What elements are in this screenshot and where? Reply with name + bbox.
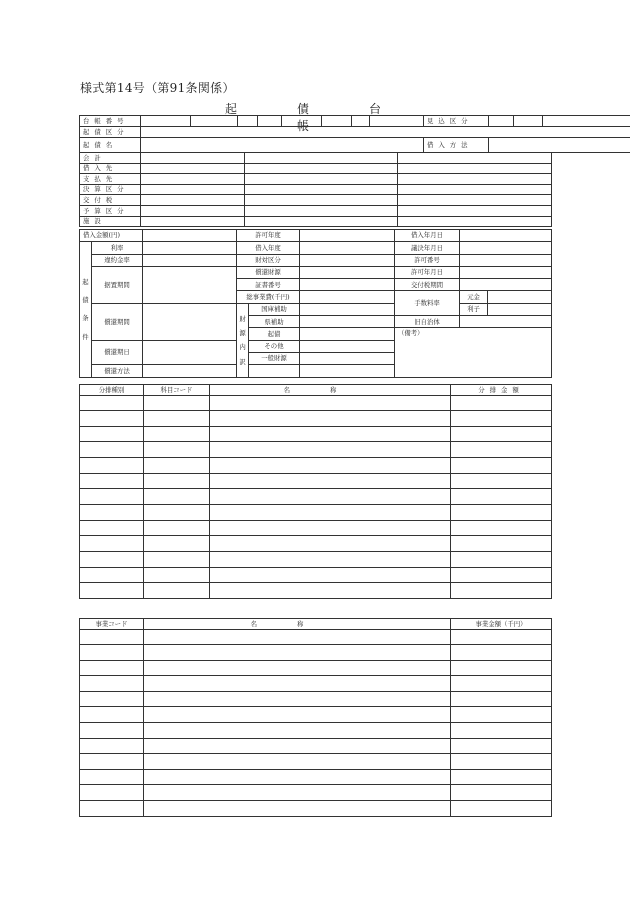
header-row-cell[interactable]: [245, 153, 398, 164]
header-row-label: 支払先: [80, 174, 141, 185]
table-row: [80, 676, 552, 692]
header-row-cell[interactable]: [141, 174, 245, 185]
subject-code-cell[interactable]: [144, 411, 210, 427]
allocation-amount-cell[interactable]: [451, 551, 552, 567]
project-amount-cell[interactable]: [451, 723, 552, 739]
project-name-cell[interactable]: [144, 738, 451, 754]
allocation-name-cell[interactable]: [210, 551, 451, 567]
header-row-label: 決算区分: [80, 184, 141, 195]
header-row-cell[interactable]: [245, 184, 398, 195]
table-row: [80, 738, 552, 754]
forecast-category-cell[interactable]: [543, 116, 630, 127]
bond-conditions-table: [79, 229, 552, 378]
subject-code-cell[interactable]: [144, 442, 210, 458]
table-row: [80, 395, 552, 411]
table-row: [80, 754, 552, 770]
ledger-number-cell[interactable]: [352, 116, 370, 127]
repayment-source-label: 償還財源: [237, 266, 300, 278]
project-table: [79, 618, 552, 817]
subject-code-cell[interactable]: [144, 520, 210, 536]
project-amount-cell[interactable]: [451, 660, 552, 676]
interest-rate-label: 利率: [92, 242, 143, 254]
forecast-category-label: 見込区分: [424, 116, 489, 127]
project-code-cell[interactable]: [80, 691, 144, 707]
allocation-type-cell[interactable]: [80, 567, 144, 583]
allocation-name-cell[interactable]: [210, 473, 451, 489]
table-row: [80, 801, 552, 817]
table-row: [80, 723, 552, 739]
remarks-label: （備考）: [398, 329, 424, 338]
municipal-bond-label: 起債: [249, 328, 300, 340]
header-row-cell[interactable]: [141, 205, 245, 216]
prefectural-subsidy-field[interactable]: [300, 316, 395, 328]
former-municipality-label: 旧自治体: [395, 316, 460, 328]
borrowing-fiscal-year-field[interactable]: [300, 242, 395, 254]
bond-category-field[interactable]: [141, 127, 630, 138]
subject-code-cell[interactable]: [144, 458, 210, 474]
header-row-cell[interactable]: [398, 174, 552, 185]
permit-number-field[interactable]: [460, 254, 552, 266]
total-project-cost-field[interactable]: [300, 291, 395, 303]
page-title: 起 債 台 帳: [224, 102, 442, 133]
table-row: [80, 473, 552, 489]
repayment-date-field[interactable]: [143, 340, 237, 365]
national-subsidy-label: 国庫補助: [249, 303, 300, 315]
allocation-type-cell[interactable]: [80, 536, 144, 552]
deferment-period-field[interactable]: [143, 266, 237, 303]
subject-code-cell[interactable]: [144, 551, 210, 567]
interest-rate-field[interactable]: [143, 242, 237, 254]
header-row-cell[interactable]: [398, 184, 552, 195]
allocation-amount-header: 分排金額: [451, 385, 552, 396]
ledger-number-label: 台帳番号: [80, 116, 141, 127]
header-info-table: [79, 152, 552, 227]
project-amount-cell[interactable]: [451, 645, 552, 661]
project-amount-cell[interactable]: [451, 754, 552, 770]
table-row: [80, 583, 552, 599]
allocation-amount-cell[interactable]: [451, 520, 552, 536]
project-name-header: 名称: [144, 619, 451, 630]
project-name-cell[interactable]: [144, 769, 451, 785]
total-project-cost-label: 総事業費(千円): [237, 291, 300, 303]
header-row-label: 施設: [80, 216, 141, 227]
resolution-date-field[interactable]: [460, 242, 552, 254]
allocation-amount-cell[interactable]: [451, 536, 552, 552]
table-row: [80, 785, 552, 801]
general-revenue-label: 一般財源: [249, 352, 300, 364]
borrowing-method-field[interactable]: [489, 138, 630, 153]
project-amount-cell[interactable]: [451, 769, 552, 785]
fiscal-category-label: 財対区分: [237, 254, 300, 266]
allocation-type-cell[interactable]: [80, 426, 144, 442]
borrowing-amount-field[interactable]: [143, 230, 237, 242]
table-row: [80, 489, 552, 505]
header-row-cell[interactable]: [245, 195, 398, 206]
principal-fee-field[interactable]: [488, 291, 552, 303]
allocation-tax-period-field[interactable]: [460, 279, 552, 291]
fee-rate-label: 手数料率: [395, 291, 460, 316]
header-row-label: 借入先: [80, 163, 141, 174]
project-name-cell[interactable]: [144, 785, 451, 801]
allocation-amount-cell[interactable]: [451, 567, 552, 583]
repayment-date-label: 償還期日: [92, 340, 143, 365]
project-name-cell[interactable]: [144, 691, 451, 707]
subject-code-header: 科目コード: [144, 385, 210, 396]
allocation-name-cell[interactable]: [210, 458, 451, 474]
penalty-rate-field[interactable]: [143, 254, 237, 266]
project-name-cell[interactable]: [144, 754, 451, 770]
allocation-name-cell[interactable]: [210, 567, 451, 583]
header-row-cell[interactable]: [245, 174, 398, 185]
project-name-cell[interactable]: [144, 660, 451, 676]
table-row: [80, 645, 552, 661]
permit-date-field[interactable]: [460, 266, 552, 278]
funding-breakdown-side-label: 財 源 内 訳: [237, 303, 249, 377]
allocation-type-cell[interactable]: [80, 458, 144, 474]
project-amount-cell[interactable]: [451, 676, 552, 692]
project-amount-cell[interactable]: [451, 629, 552, 645]
forecast-category-cell[interactable]: [514, 116, 543, 127]
prefectural-subsidy-label: 県補助: [249, 316, 300, 328]
allocation-amount-cell[interactable]: [451, 395, 552, 411]
permit-date-label: 許可年月日: [395, 266, 460, 278]
allocation-name-cell[interactable]: [210, 489, 451, 505]
fiscal-category-field[interactable]: [300, 254, 395, 266]
header-row-cell[interactable]: [245, 205, 398, 216]
ledger-number-cell[interactable]: [238, 116, 258, 127]
header-row-cell[interactable]: [398, 195, 552, 206]
project-code-cell[interactable]: [80, 660, 144, 676]
allocation-type-cell[interactable]: [80, 411, 144, 427]
header-row-cell[interactable]: [141, 184, 245, 195]
national-subsidy-field[interactable]: [300, 303, 395, 315]
funding-blank-cell: [249, 365, 300, 377]
funding-blank-cell: [300, 365, 395, 377]
ledger-number-cell[interactable]: [322, 116, 352, 127]
subject-code-cell[interactable]: [144, 395, 210, 411]
repayment-method-label: 償還方法: [92, 365, 143, 377]
resolution-date-label: 議決年月日: [395, 242, 460, 254]
project-code-cell[interactable]: [80, 629, 144, 645]
project-amount-cell[interactable]: [451, 691, 552, 707]
ledger-number-cell[interactable]: [191, 116, 238, 127]
project-name-cell[interactable]: [144, 645, 451, 661]
allocation-type-cell[interactable]: [80, 551, 144, 567]
allocation-amount-cell[interactable]: [451, 426, 552, 442]
project-amount-header: 事業金額（千円）: [451, 619, 552, 630]
table-row: [80, 536, 552, 552]
borrowing-date-field[interactable]: [460, 230, 552, 242]
allocation-amount-cell[interactable]: [451, 411, 552, 427]
header-row-cell[interactable]: [398, 205, 552, 216]
repayment-period-label: 償還期間: [92, 303, 143, 340]
other-field[interactable]: [300, 340, 395, 352]
bond-certificate-number-label: 証書番号: [237, 279, 300, 291]
allocation-name-cell[interactable]: [210, 411, 451, 427]
allocation-type-cell[interactable]: [80, 442, 144, 458]
table-row: [80, 442, 552, 458]
allocation-amount-cell[interactable]: [451, 458, 552, 474]
header-row-cell[interactable]: [141, 216, 245, 227]
project-name-cell[interactable]: [144, 676, 451, 692]
allocation-table: [79, 384, 552, 599]
header-row-cell[interactable]: [141, 163, 245, 174]
repayment-period-field[interactable]: [143, 303, 237, 340]
table-row: [80, 551, 552, 567]
forecast-category-cell[interactable]: [489, 116, 514, 127]
table-row: [80, 458, 552, 474]
project-amount-cell[interactable]: [451, 707, 552, 723]
subject-code-cell[interactable]: [144, 504, 210, 520]
project-name-cell[interactable]: [144, 723, 451, 739]
table-row: [80, 769, 552, 785]
allocation-name-cell[interactable]: [210, 395, 451, 411]
allocation-amount-cell[interactable]: [451, 442, 552, 458]
remarks-field[interactable]: [395, 328, 552, 377]
allocation-type-cell[interactable]: [80, 504, 144, 520]
other-label: その他: [249, 340, 300, 352]
general-revenue-field[interactable]: [300, 352, 395, 364]
project-amount-cell[interactable]: [451, 801, 552, 817]
allocation-amount-cell[interactable]: [451, 489, 552, 505]
allocation-amount-cell[interactable]: [451, 504, 552, 520]
subject-code-cell[interactable]: [144, 567, 210, 583]
header-row-cell[interactable]: [398, 163, 552, 174]
table-row: [80, 411, 552, 427]
permit-number-label: 許可番号: [395, 254, 460, 266]
table-row: [80, 520, 552, 536]
repayment-method-field[interactable]: [143, 365, 237, 377]
project-code-cell[interactable]: [80, 738, 144, 754]
subject-code-cell[interactable]: [144, 583, 210, 599]
allocation-tax-period-label: 交付税期間: [395, 279, 460, 291]
allocation-type-cell[interactable]: [80, 473, 144, 489]
allocation-name-cell[interactable]: [210, 583, 451, 599]
table-row: [80, 426, 552, 442]
bond-conditions-side-label: 起 債 条 件: [80, 242, 92, 377]
bond-certificate-number-field[interactable]: [300, 279, 395, 291]
ledger-number-cell[interactable]: [258, 116, 282, 127]
permit-fiscal-year-label: 許可年度: [237, 230, 300, 242]
header-row-label: 会計: [80, 153, 141, 164]
header-row-cell[interactable]: [245, 216, 398, 227]
bond-name-label: 起債名: [80, 138, 141, 153]
project-name-cell[interactable]: [144, 707, 451, 723]
allocation-type-cell[interactable]: [80, 583, 144, 599]
allocation-amount-cell[interactable]: [451, 583, 552, 599]
deferment-period-label: 据置期間: [92, 266, 143, 303]
project-name-cell[interactable]: [144, 801, 451, 817]
allocation-type-cell[interactable]: [80, 489, 144, 505]
permit-fiscal-year-field[interactable]: [300, 230, 395, 242]
allocation-name-cell[interactable]: [210, 426, 451, 442]
project-code-cell[interactable]: [80, 769, 144, 785]
project-code-cell[interactable]: [80, 645, 144, 661]
project-code-cell[interactable]: [80, 785, 144, 801]
ledger-number-cell[interactable]: [141, 116, 191, 127]
allocation-name-cell[interactable]: [210, 504, 451, 520]
repayment-source-field[interactable]: [300, 266, 395, 278]
header-row-cell[interactable]: [245, 163, 398, 174]
allocation-type-cell[interactable]: [80, 395, 144, 411]
subject-code-cell[interactable]: [144, 536, 210, 552]
municipal-bond-field[interactable]: [300, 328, 395, 340]
form-number-label: 様式第14号（第91条関係）: [80, 81, 235, 95]
bond-category-label: 起債区分: [80, 127, 141, 138]
former-municipality-field[interactable]: [460, 316, 552, 328]
project-code-cell[interactable]: [80, 801, 144, 817]
project-amount-cell[interactable]: [451, 738, 552, 754]
allocation-amount-cell[interactable]: [451, 473, 552, 489]
table-row: [80, 660, 552, 676]
header-table: [79, 115, 630, 153]
project-code-cell[interactable]: [80, 723, 144, 739]
project-code-header: 事業コード: [80, 619, 144, 630]
interest-fee-field[interactable]: [488, 303, 552, 315]
subject-code-cell[interactable]: [144, 489, 210, 505]
borrowing-method-label: 借入方法: [424, 138, 489, 153]
header-row-label: 予算区分: [80, 205, 141, 216]
borrowing-amount-label: 借入金額(円): [80, 230, 143, 242]
project-name-cell[interactable]: [144, 629, 451, 645]
allocation-name-header: 名称: [210, 385, 451, 396]
allocation-type-header: 分排種別: [80, 385, 144, 396]
table-row: [80, 691, 552, 707]
ledger-number-cell[interactable]: [370, 116, 424, 127]
project-code-cell[interactable]: [80, 754, 144, 770]
table-row: [80, 629, 552, 645]
principal-label: 元金: [460, 291, 488, 303]
allocation-type-cell[interactable]: [80, 520, 144, 536]
table-row: [80, 567, 552, 583]
header-row-cell[interactable]: [398, 153, 552, 164]
subject-code-cell[interactable]: [144, 473, 210, 489]
allocation-name-cell[interactable]: [210, 536, 451, 552]
project-code-cell[interactable]: [80, 707, 144, 723]
table-row: [80, 504, 552, 520]
subject-code-cell[interactable]: [144, 426, 210, 442]
table-row: [80, 707, 552, 723]
ledger-number-cell[interactable]: [282, 116, 322, 127]
project-amount-cell[interactable]: [451, 785, 552, 801]
header-row-cell[interactable]: [141, 153, 245, 164]
borrowing-date-label: 借入年月日: [395, 230, 460, 242]
borrowing-fiscal-year-label: 借入年度: [237, 242, 300, 254]
penalty-rate-label: 違約金率: [92, 254, 143, 266]
allocation-name-cell[interactable]: [210, 520, 451, 536]
header-row-cell[interactable]: [398, 216, 552, 227]
bond-name-field[interactable]: [141, 138, 424, 153]
header-row-label: 交付税: [80, 195, 141, 206]
project-code-cell[interactable]: [80, 676, 144, 692]
interest-label: 利子: [460, 303, 488, 315]
header-row-cell[interactable]: [141, 195, 245, 206]
allocation-name-cell[interactable]: [210, 442, 451, 458]
